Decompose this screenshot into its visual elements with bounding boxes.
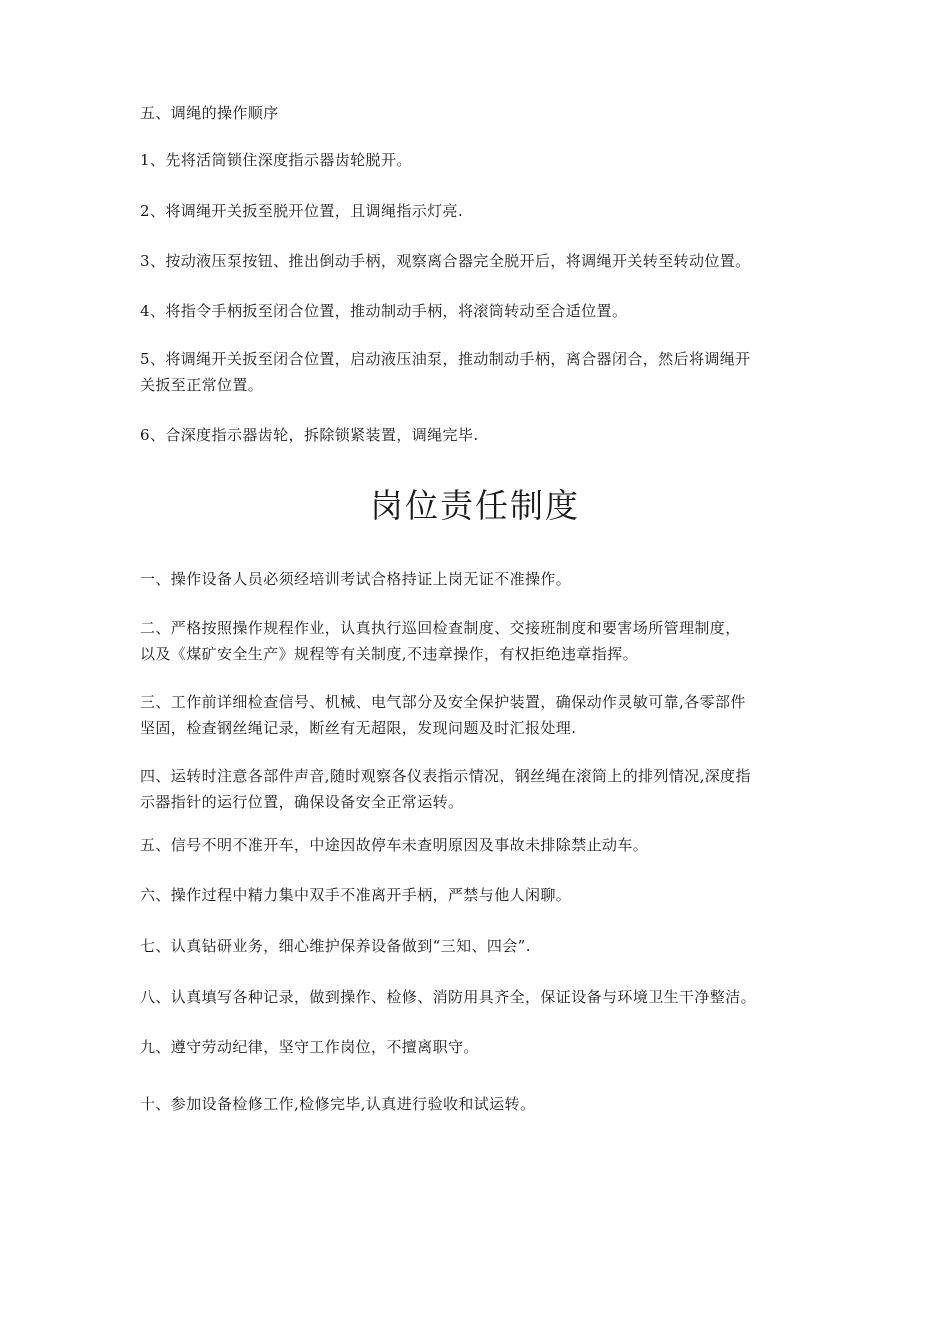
rule-3-line-1: 三、工作前详细检查信号、机械、电气部分及安全保护装置，确保动作灵敏可靠,各零部件 <box>140 693 746 711</box>
rule-7: 七、认真钻研业务，细心维护保养设备做到“三知、四会”. <box>140 937 531 955</box>
rule-9: 九、遵守劳动纪律，坚守工作岗位，不擅离职守。 <box>140 1038 479 1056</box>
step-1: 1、先将活筒锁住深度指示器齿轮脱开。 <box>140 151 412 169</box>
section-heading: 五、调绳的操作顺序 <box>140 104 279 122</box>
step-2: 2、将调绳开关扳至脱开位置，且调绳指示灯亮. <box>140 202 464 220</box>
step-5-line-1: 5、将调绳开关扳至闭合位置，启动液压油泵，推动制动手柄，离合器闭合，然后将调绳开 <box>140 350 751 368</box>
step-5-line-2: 关扳至正常位置。 <box>140 376 264 394</box>
rule-3 <box>140 689 820 741</box>
page-title: 岗位责任制度 <box>370 486 580 525</box>
rule-2 <box>140 615 820 667</box>
step-6: 6、合深度指示器齿轮，拆除锁紧装置，调绳完毕. <box>140 426 479 444</box>
rule-2-line-2: 以及《煤矿安全生产》规程等有关制度,不违章操作，有权拒绝违章指挥。 <box>140 645 638 663</box>
rule-2-line-1: 二、严格按照操作规程作业，认真执行巡回检查制度、交接班制度和要害场所管理制度， <box>140 619 741 637</box>
rule-4-line-2: 示器指针的运行位置，确保设备安全正常运转。 <box>140 793 464 811</box>
step-4: 4、将指令手柄扳至闭合位置，推动制动手柄，将滚筒转动至合适位置。 <box>140 302 628 320</box>
rule-5: 五、信号不明不准开车，中途因故停车未查明原因及事故未排除禁止动车。 <box>140 836 649 854</box>
step-5 <box>140 346 820 398</box>
rule-3-line-2: 坚固，检查钢丝绳记录，断丝有无超限，发现问题及时汇报处理. <box>140 719 577 737</box>
rule-10: 十、参加设备检修工作,检修完毕,认真进行验收和试运转。 <box>140 1095 536 1113</box>
rule-8: 八、认真填写各种记录，做到操作、检修、消防用具齐全，保证设备与环境卫生干净整洁。 <box>140 988 757 1006</box>
rule-4 <box>140 763 820 815</box>
rule-4-line-1: 四、运转时注意各部件声音,随时观察各仪表指示情况，钢丝绳在滚筒上的排列情况,深度指 <box>140 767 751 785</box>
step-3: 3、按动液压泵按钮、推出倒动手柄，观察离合器完全脱开后，将调绳开关转至转动位置。 <box>140 252 751 270</box>
rule-1: 一、操作设备人员必须经培训考试合格持证上岗无证不准操作。 <box>140 570 572 588</box>
rule-6: 六、操作过程中精力集中双手不准离开手柄，严禁与他人闲聊。 <box>140 886 572 904</box>
